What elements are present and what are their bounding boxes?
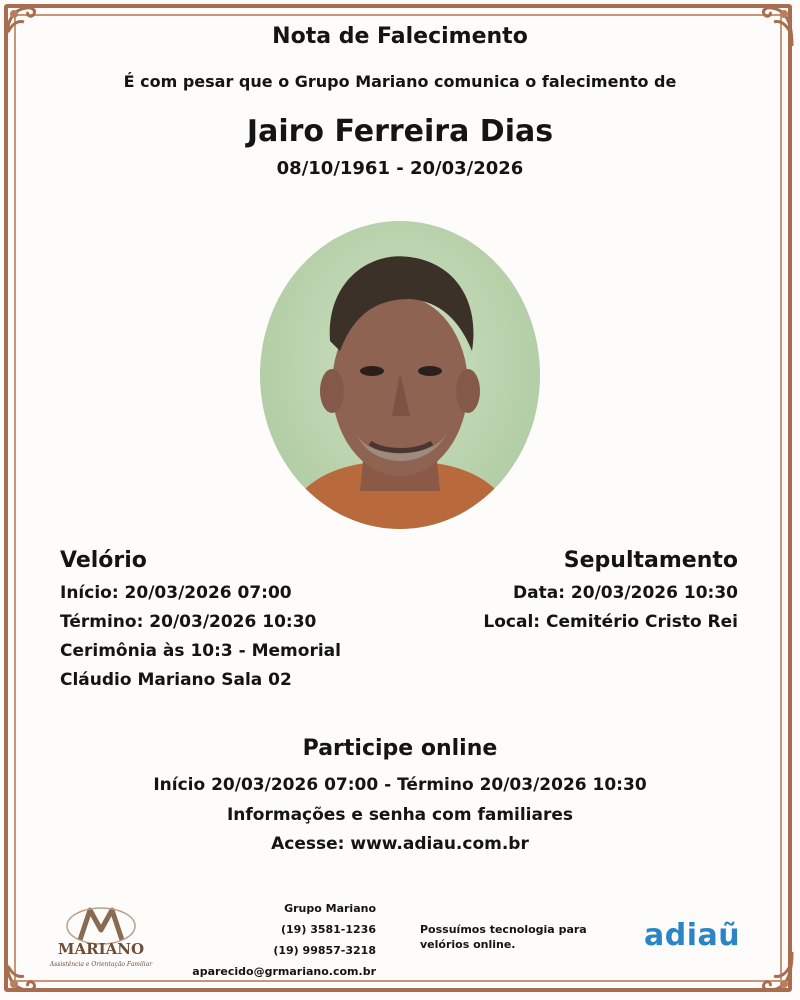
logo-text: MARIANO (57, 940, 145, 958)
adiau-logo-icon: adiaũ (644, 918, 741, 953)
phone-2[interactable]: (19) 99857-3218 (273, 944, 376, 957)
corner-ornament-icon (2, 948, 50, 996)
phone-1[interactable]: (19) 3581-1236 (281, 923, 376, 936)
wake-start: Início: 20/03/2026 07:00 (60, 583, 292, 603)
intro-text: É com pesar que o Grupo Mariano comunica o falecimento de (123, 72, 677, 91)
online-schedule: Início 20/03/2026 07:00 - Término 20/03/2026 10:30 (153, 775, 647, 795)
wake-ceremony-line2: Cláudio Mariano Sala 02 (60, 670, 292, 690)
wake-heading: Velório (60, 548, 147, 573)
life-dates: 08/10/1961 - 20/03/2026 (276, 158, 524, 179)
deceased-photo (260, 221, 540, 529)
corner-ornament-icon (748, 948, 796, 996)
tech-note: Possuímos tecnologia para velórios online. (420, 923, 587, 951)
burial-place: Local: Cemitério Cristo Rei (483, 612, 738, 632)
burial-section (378, 548, 738, 637)
wake-ceremony-line1: Cerimônia às 10:3 - Memorial (60, 641, 341, 661)
deceased-name: Jairo Ferreira Dias (246, 114, 554, 149)
mariano-logo-icon (46, 904, 156, 970)
burial-heading: Sepultamento (563, 548, 738, 573)
contact-block (192, 898, 376, 982)
page-title: Nota de Falecimento (272, 24, 528, 49)
online-heading: Participe online (302, 736, 498, 761)
burial-date: Data: 20/03/2026 10:30 (513, 583, 738, 603)
company-name: Grupo Mariano (284, 902, 376, 915)
online-access-link[interactable]: Acesse: www.adiau.com.br (271, 834, 529, 854)
online-info: Informações e senha com familiares (226, 805, 574, 825)
wake-section (60, 548, 360, 695)
wake-end: Término: 20/03/2026 10:30 (60, 612, 317, 632)
email-link[interactable]: aparecido@grmariano.com.br (192, 965, 376, 978)
logo-tagline: Assistência e Orientação Familiar (49, 961, 153, 968)
